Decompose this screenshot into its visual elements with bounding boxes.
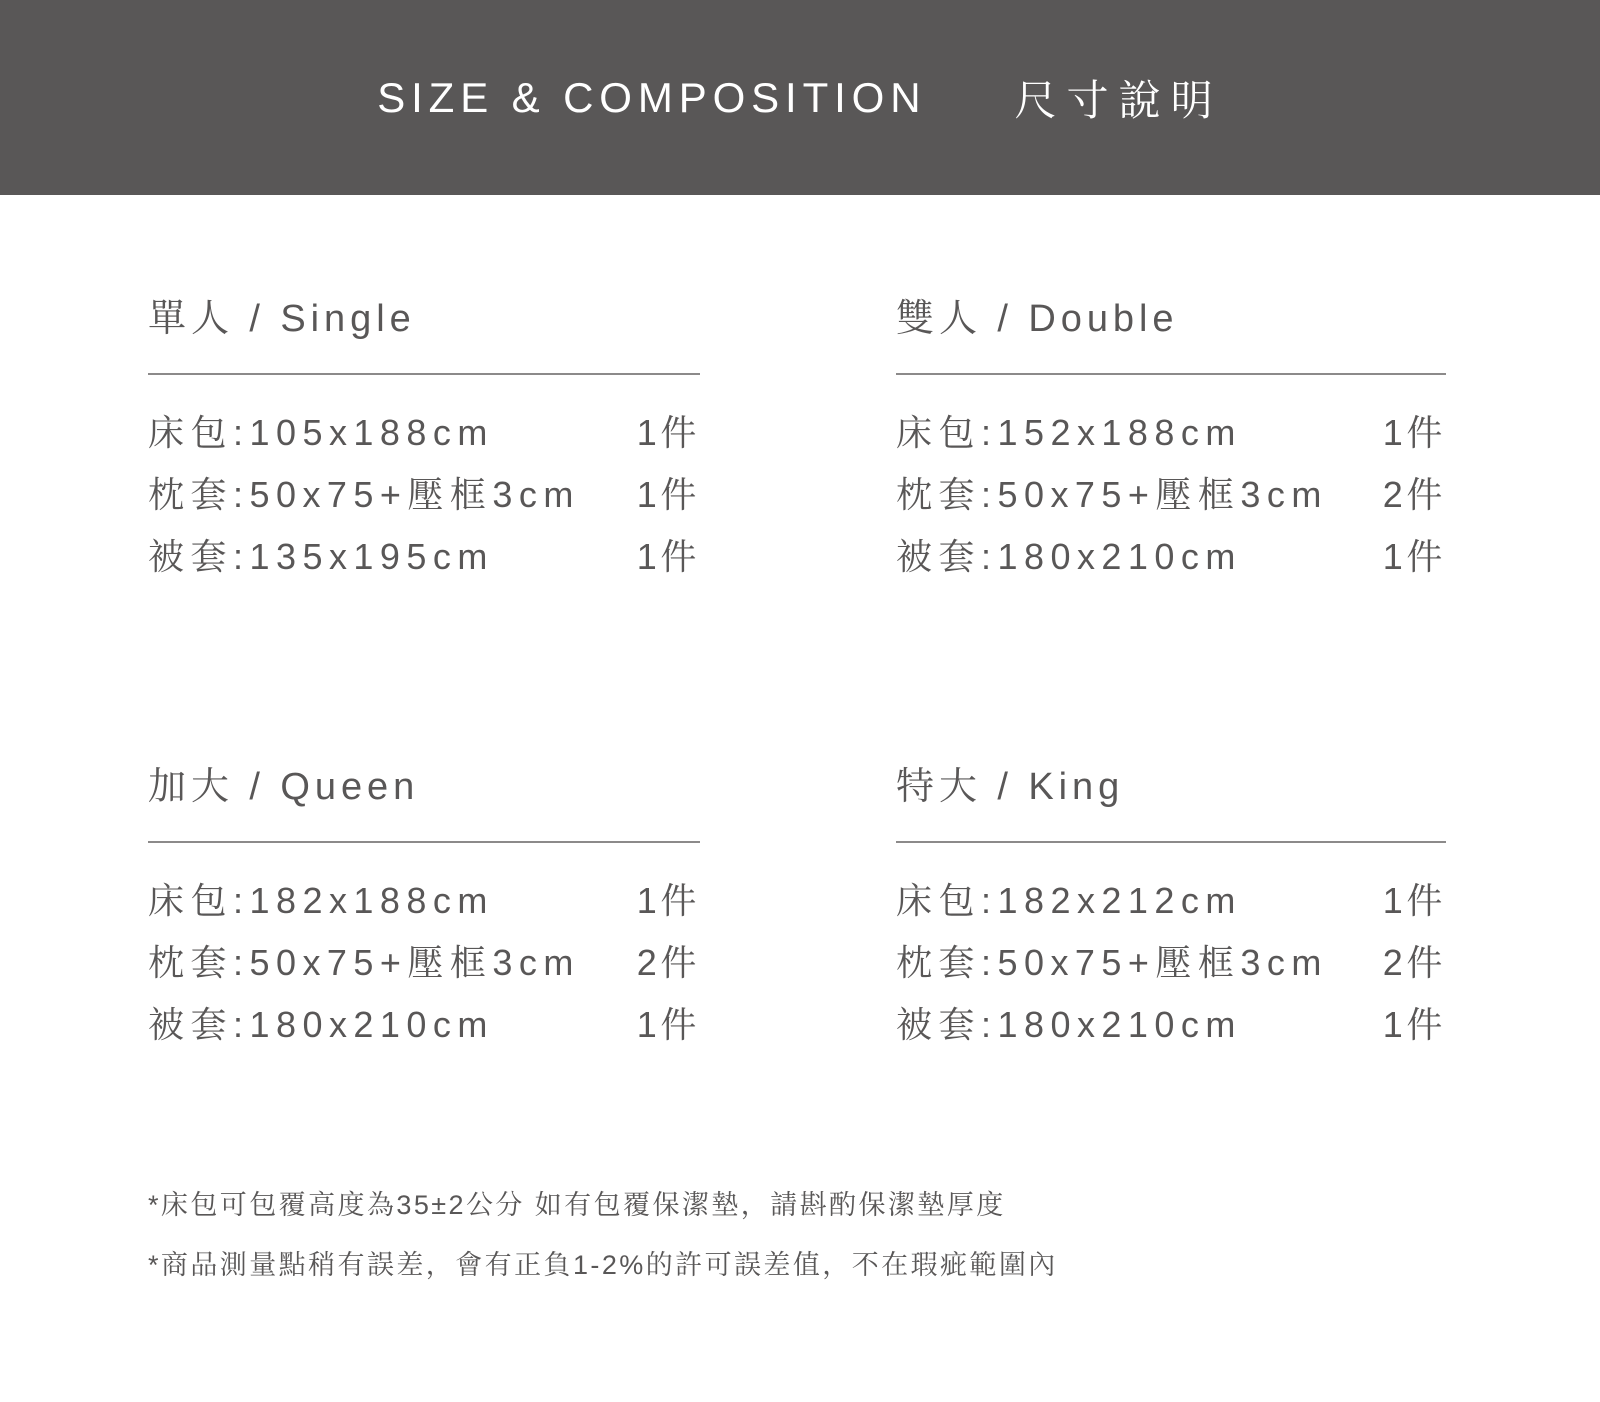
spec-text: 被套:135x195cm xyxy=(148,535,494,577)
spec-count: 1件 xyxy=(1382,535,1446,577)
spec-row xyxy=(896,991,1446,1053)
spec-text: 枕套:50x75+壓框3cm xyxy=(148,473,580,515)
section-title: 特大 / King xyxy=(896,766,1125,808)
footnote-coverage: *床包可包覆高度為35±2公分 如有包覆保潔墊，請斟酌保潔墊厚度 xyxy=(148,1190,1006,1220)
size-section-king xyxy=(896,765,1446,1053)
spec-text: 被套:180x210cm xyxy=(896,1003,1242,1045)
spec-row xyxy=(148,991,700,1053)
spec-rows xyxy=(148,399,700,585)
spec-row xyxy=(148,399,700,461)
spec-text: 被套:180x210cm xyxy=(148,1003,494,1045)
spec-count: 1件 xyxy=(636,473,700,515)
size-sections-grid xyxy=(0,195,1600,1053)
size-composition-content xyxy=(0,195,1600,1284)
section-divider xyxy=(148,373,700,375)
spec-row xyxy=(148,929,700,991)
size-section-single xyxy=(148,297,700,585)
spec-text: 床包:182x212cm xyxy=(896,879,1242,921)
section-divider xyxy=(896,841,1446,843)
spec-row xyxy=(896,523,1446,585)
spec-text: 床包:152x188cm xyxy=(896,411,1242,453)
spec-text: 枕套:50x75+壓框3cm xyxy=(896,473,1328,515)
spec-rows xyxy=(148,867,700,1053)
spec-text: 枕套:50x75+壓框3cm xyxy=(148,941,580,983)
spec-count: 1件 xyxy=(1382,411,1446,453)
spec-text: 被套:180x210cm xyxy=(896,535,1242,577)
spec-rows xyxy=(896,867,1446,1053)
header-title-chinese: 尺寸說明 xyxy=(1014,76,1223,124)
footnotes xyxy=(0,1186,1600,1284)
size-section-double xyxy=(896,297,1446,585)
spec-count: 1件 xyxy=(636,1003,700,1045)
spec-text: 床包:105x188cm xyxy=(148,411,494,453)
section-title: 單人 / Single xyxy=(148,298,416,340)
section-divider xyxy=(896,373,1446,375)
spec-count: 1件 xyxy=(636,535,700,577)
spec-rows xyxy=(896,399,1446,585)
header-banner xyxy=(0,0,1600,195)
spec-text: 床包:182x188cm xyxy=(148,879,494,921)
spec-count: 1件 xyxy=(1382,1003,1446,1045)
spec-row xyxy=(148,867,700,929)
spec-count: 1件 xyxy=(1382,879,1446,921)
spec-row xyxy=(148,523,700,585)
section-title: 加大 / Queen xyxy=(148,766,420,808)
size-section-queen xyxy=(148,765,700,1053)
spec-row xyxy=(148,461,700,523)
spec-text: 枕套:50x75+壓框3cm xyxy=(896,941,1328,983)
footnote-tolerance: *商品測量點稍有誤差，會有正負1-2%的許可誤差值，不在瑕疵範圍內 xyxy=(148,1250,1058,1280)
spec-count: 2件 xyxy=(1382,473,1446,515)
section-title: 雙人 / Double xyxy=(896,298,1179,340)
spec-row xyxy=(896,461,1446,523)
spec-row xyxy=(896,399,1446,461)
header-title-english: SIZE & COMPOSITION xyxy=(377,73,927,121)
spec-count: 2件 xyxy=(1382,941,1446,983)
spec-row xyxy=(896,929,1446,991)
spec-count: 1件 xyxy=(636,879,700,921)
spec-row xyxy=(896,867,1446,929)
section-divider xyxy=(148,841,700,843)
spec-count: 2件 xyxy=(636,941,700,983)
spec-count: 1件 xyxy=(636,411,700,453)
